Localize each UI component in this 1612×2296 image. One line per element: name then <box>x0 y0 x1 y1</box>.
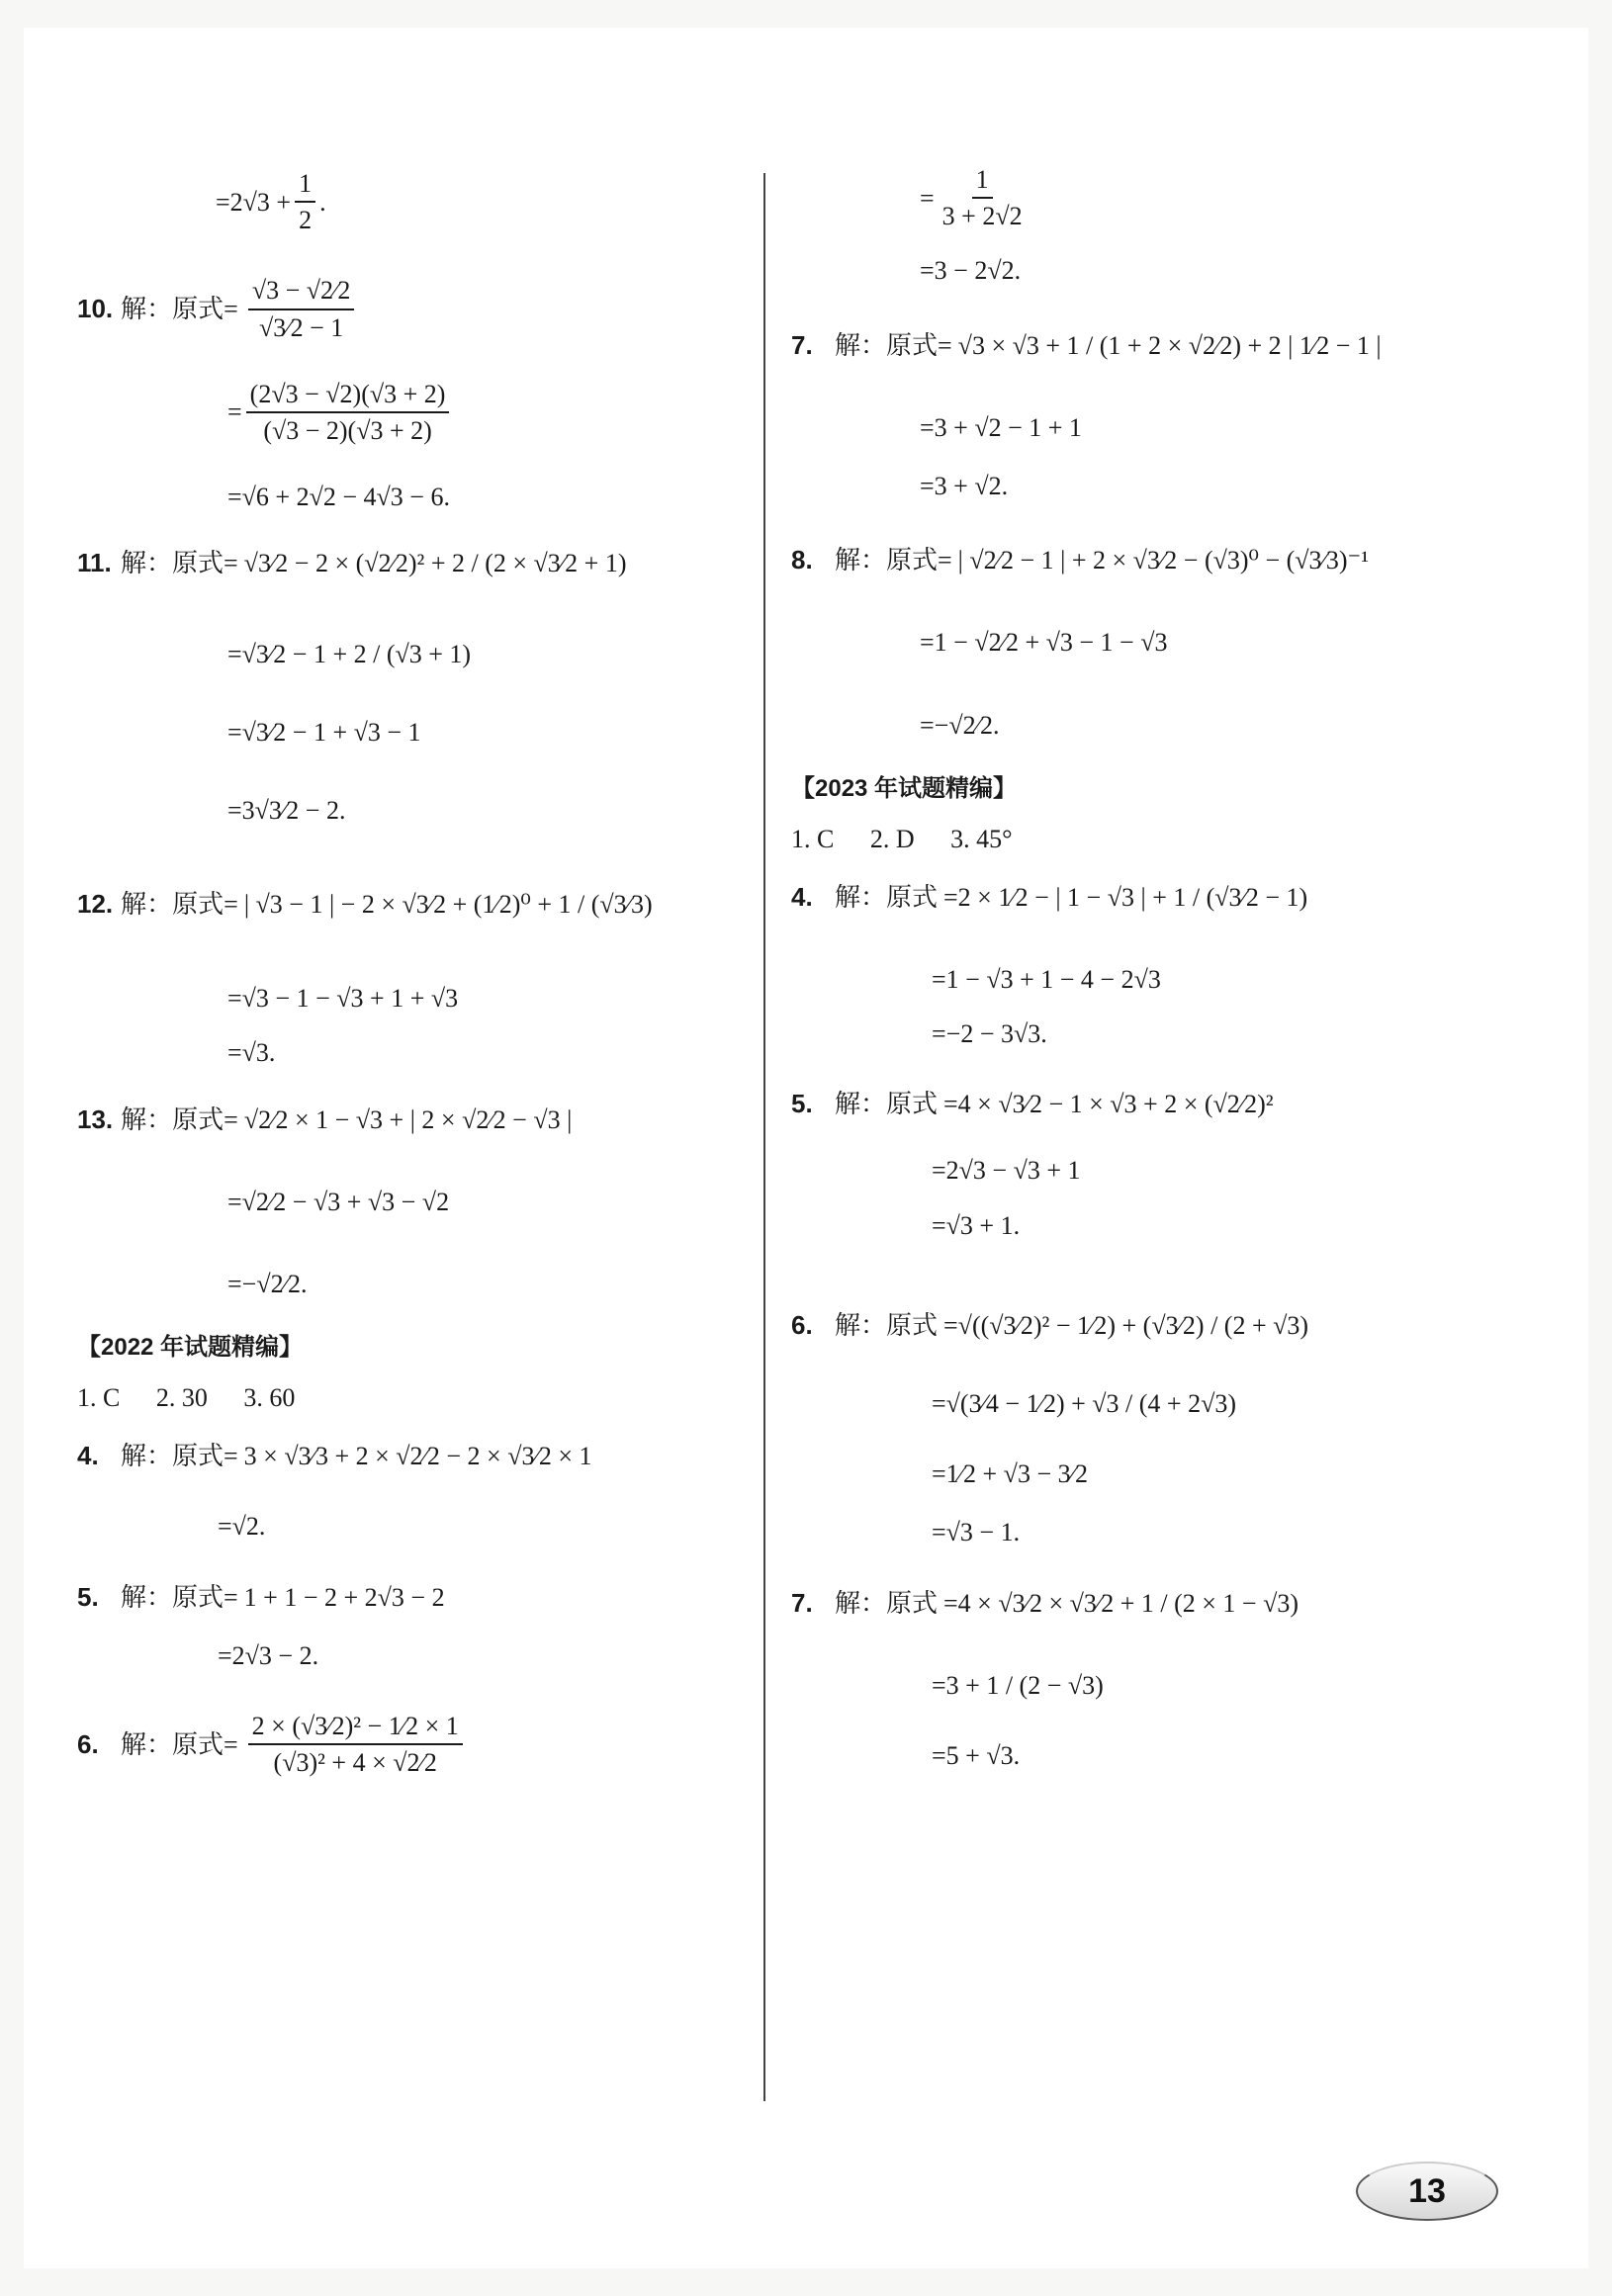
solution-label: 解：原式= <box>121 890 238 920</box>
fraction <box>295 168 315 235</box>
math-line <box>216 168 760 235</box>
math-line: =√2⁄2 − √3 + √3 − √2 <box>227 1187 450 1216</box>
solution-label: 解：原式= <box>121 1729 238 1759</box>
math-line: =√3⁄2 − 1 + √3 − 1 <box>227 717 421 747</box>
answer-item: 2. D <box>869 824 915 853</box>
right-column <box>791 165 1503 1799</box>
math-text: | √2⁄2 − 1 | + 2 × √3⁄2 − (√3)⁰ − (√3⁄3)⁻¹ <box>957 546 1370 575</box>
solution-label: 解：原式= <box>121 1442 238 1471</box>
math-line: = $\frac{1}{3 + 2√2}$ <box>920 164 1503 231</box>
math-line: =3 + √2. <box>920 471 1009 500</box>
math-line: =√3 − 1. <box>932 1518 1021 1547</box>
answer-list-2022 <box>77 1383 760 1413</box>
math-text: =2√3 + <box>216 187 292 217</box>
fraction <box>939 164 1027 231</box>
math-line: =3 + 1 / (2 − √3) <box>932 1670 1104 1700</box>
denominator: √3⁄2 − 1 <box>258 312 344 342</box>
math-text: √2⁄2 × 1 − √3 + | 2 × √2⁄2 − √3 | <box>243 1104 573 1134</box>
math-line: =5 + √3. <box>932 1740 1021 1770</box>
solution-label: 解：原式 <box>835 1090 939 1119</box>
math-line: = $\frac{(2√3 - √2)(√3 + 2)}{(√3 - 2)(√3 + 2)}$ <box>227 379 760 446</box>
denominator: 3 + 2√2 <box>941 202 1023 231</box>
math-text: =4 × √3⁄2 − 1 × √3 + 2 × (√2⁄2)² <box>943 1090 1274 1119</box>
math-line: =1 − √2⁄2 + √3 − 1 − √3 <box>920 628 1168 658</box>
problem-11 <box>77 548 760 578</box>
problem-2023-6 <box>791 1310 1503 1341</box>
problem-number: 11. <box>77 548 112 578</box>
answer-list-2023 <box>791 825 1503 854</box>
fraction <box>248 275 355 342</box>
problem-2023-5 <box>791 1089 1503 1119</box>
answer-item: 1. C <box>791 824 835 853</box>
numerator: (2√3 − √2)(√3 + 2) <box>246 379 450 413</box>
problem-number: 6. <box>77 1728 99 1759</box>
problem-2023-7 <box>791 1588 1503 1619</box>
answer-item: 2. 30 <box>155 1383 208 1413</box>
page-number-badge: 13 <box>1356 2162 1498 2221</box>
denominator: (√3)² + 4 × √2⁄2 <box>273 1748 437 1778</box>
math-line: =−√2⁄2. <box>920 710 1000 740</box>
math-text: √3⁄2 − 2 × (√2⁄2)² + 2 / (2 × √3⁄2 + 1) <box>243 549 627 578</box>
math-text: . <box>319 187 326 217</box>
problem-number: 13. <box>77 1104 114 1134</box>
problem-number: 8. <box>791 545 813 575</box>
solution-label: 解：原式 <box>835 882 939 912</box>
fraction <box>248 1711 463 1778</box>
problem-number: 5. <box>77 1581 99 1612</box>
math-line: =−2 − 3√3. <box>932 1019 1047 1049</box>
problem-13 <box>77 1104 760 1135</box>
answer-item: 1. C <box>77 1383 121 1413</box>
problem-2023-4 <box>791 882 1503 913</box>
math-text: =2 × 1⁄2 − | 1 − √3 | + 1 / (√3⁄2 − 1) <box>943 882 1308 912</box>
math-line: =√3 − 1 − √3 + 1 + √3 <box>227 984 459 1014</box>
solution-label: 解：原式= <box>835 546 952 575</box>
math-text: =√((√3⁄2)² − 1⁄2) + (√3⁄2) / (2 + √3) <box>943 1310 1309 1340</box>
math-text: √3 × √3 + 1 / (1 + 2 × √2⁄2) + 2 | 1⁄2 − 1 | <box>957 330 1382 360</box>
column-divider <box>763 173 765 2101</box>
math-line: =√3. <box>227 1038 276 1068</box>
answer-item: 3. 45° <box>950 824 1013 853</box>
math-line: =1 − √3 + 1 − 4 − 2√3 <box>932 964 1161 994</box>
problem-number: 4. <box>791 881 813 912</box>
solution-label: 解：原式 <box>835 1310 939 1340</box>
math-line: =2√3 − 2. <box>218 1640 319 1670</box>
math-text: =4 × √3⁄2 × √3⁄2 + 1 / (2 × 1 − √3) <box>943 1588 1299 1618</box>
solution-label: 解：原式 <box>835 1588 939 1618</box>
math-line: =3√3⁄2 − 2. <box>227 795 346 825</box>
math-line: =2√3 − √3 + 1 <box>932 1156 1081 1186</box>
math-line: =√3 + 1. <box>932 1210 1021 1240</box>
problem-10 <box>77 275 760 342</box>
math-text: | √3 − 1 | − 2 × √3⁄2 + (1⁄2)⁰ + 1 / (√3⁄3) <box>243 890 653 920</box>
problem-7 <box>791 330 1503 361</box>
problem-number: 4. <box>77 1441 99 1471</box>
math-line: =−√2⁄2. <box>227 1270 308 1298</box>
problem-number: 7. <box>791 329 813 360</box>
math-text: 1 + 1 − 2 + 2√3 − 2 <box>243 1582 445 1612</box>
math-line: =3 − 2√2. <box>920 256 1022 286</box>
left-column <box>77 168 760 1806</box>
problem-8 <box>791 545 1503 575</box>
denominator: (√3 − 2)(√3 + 2) <box>263 415 432 445</box>
numerator: √3 − √2⁄2 <box>248 275 355 309</box>
math-line: =3 + √2 − 1 + 1 <box>920 412 1082 442</box>
solution-label: 解：原式= <box>121 549 238 578</box>
problem-12 <box>77 889 760 920</box>
solution-label: 解：原式= <box>835 330 952 360</box>
problem-number: 6. <box>791 1309 813 1340</box>
solution-label: 解：原式= <box>121 294 238 323</box>
math-line: =√6 + 2√2 − 4√3 − 6. <box>227 483 450 512</box>
section-heading-2022: 【2022 年试题精编】 <box>77 1334 304 1362</box>
problem-number: 12. <box>77 889 114 920</box>
answer-item: 3. 60 <box>243 1383 296 1413</box>
denominator: 2 <box>299 206 313 235</box>
math-line: =√3⁄2 − 1 + 2 / (√3 + 1) <box>227 639 472 668</box>
numerator: 2 × (√3⁄2)² − 1⁄2 × 1 <box>248 1711 463 1745</box>
fraction <box>246 379 450 446</box>
problem-2022-5 <box>77 1582 760 1613</box>
numerator: 1 <box>972 164 993 199</box>
solution-label: 解：原式= <box>121 1104 238 1134</box>
solution-label: 解：原式= <box>121 1582 238 1612</box>
problem-2022-4 <box>77 1441 760 1471</box>
math-line: =√(3⁄4 − 1⁄2) + √3 / (4 + 2√3) <box>932 1389 1237 1418</box>
problem-number: 5. <box>791 1089 813 1119</box>
math-text: 3 × √3⁄3 + 2 × √2⁄2 − 2 × √3⁄2 × 1 <box>243 1442 592 1471</box>
math-line: =1⁄2 + √3 − 3⁄2 <box>932 1459 1088 1489</box>
problem-number: 7. <box>791 1587 813 1618</box>
problem-2022-6 <box>77 1711 760 1778</box>
math-line: =√2. <box>218 1512 266 1542</box>
problem-number: 10. <box>77 293 114 323</box>
numerator: 1 <box>295 168 315 203</box>
section-heading-2023: 【2023 年试题精编】 <box>791 774 1018 802</box>
